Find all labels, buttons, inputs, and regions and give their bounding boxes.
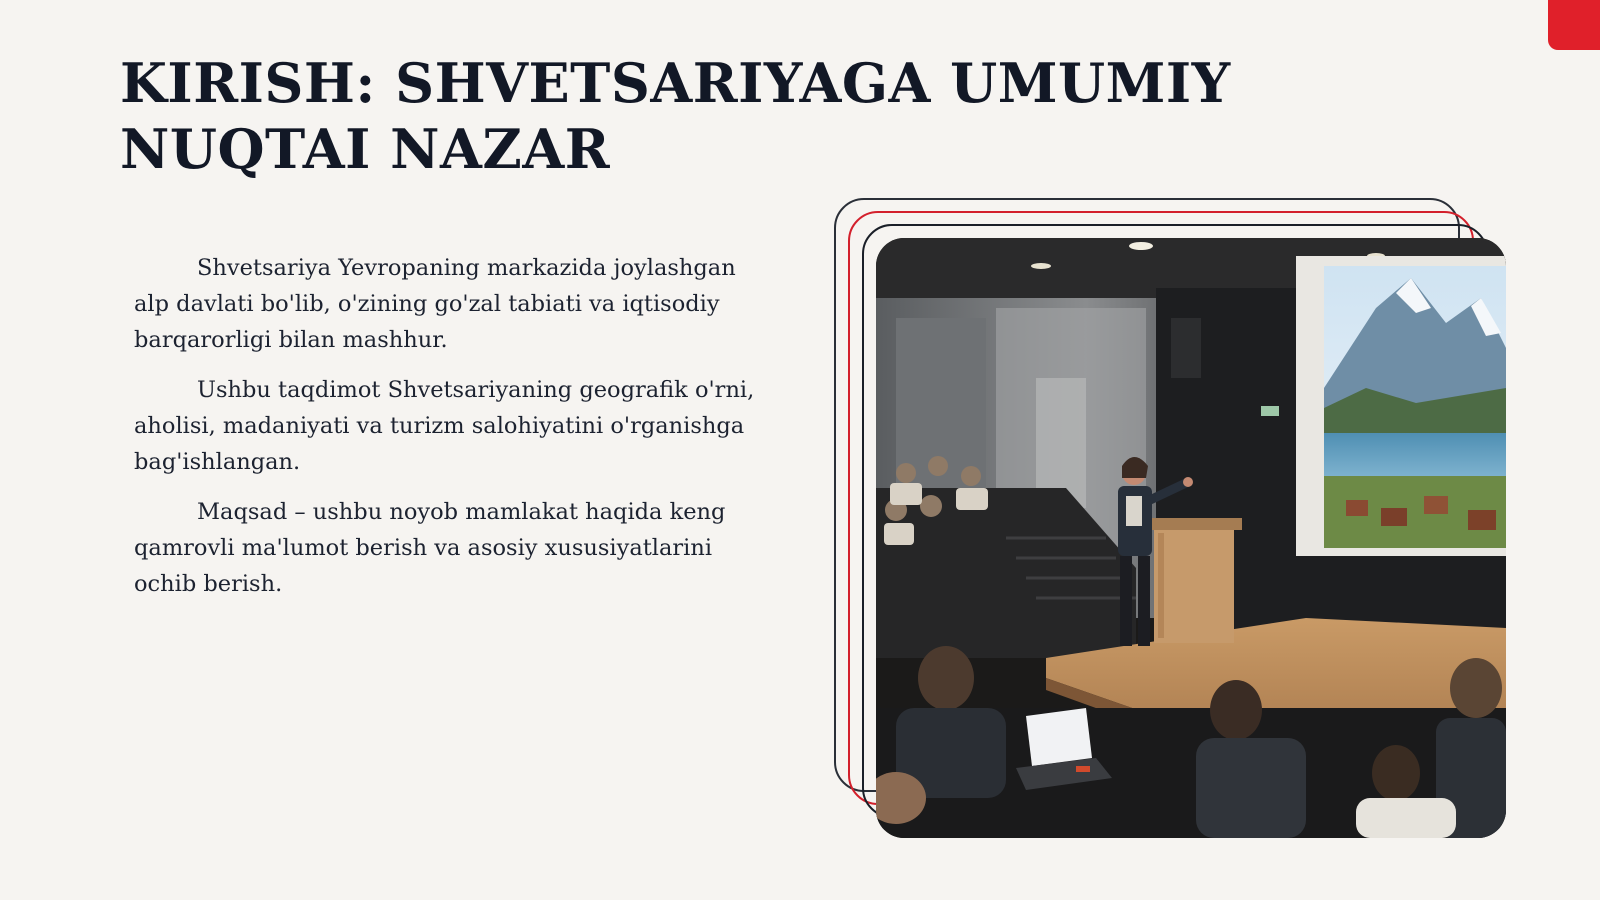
photo-stack (834, 198, 1506, 840)
body-text (134, 250, 774, 616)
paragraph-1: Shvetsariya Yevropaning markazida joylashgan alp davlati bo'lib, o'zining go'zal tabiati va iqtisodiy barqarorligi bilan mashhur. (134, 255, 736, 353)
lecture-hall-illustration (876, 238, 1506, 838)
corner-accent (1548, 0, 1600, 50)
paragraph-3: Maqsad – ushbu noyob mamlakat haqida keng qamrovli ma'lumot berish va asosiy xususiyatlarini ochib berish. (134, 499, 726, 597)
slide-title: KIRISH: SHVETSARIYAGA UMUMIY NUQTAI NAZAR (120, 51, 1231, 181)
presentation-photo (876, 238, 1506, 838)
paragraph-2: Ushbu taqdimot Shvetsariyaning geografik o'rni, aholisi, madaniyati va turizm salohiyatini o'rganishga bag'ishlangan. (134, 377, 755, 475)
